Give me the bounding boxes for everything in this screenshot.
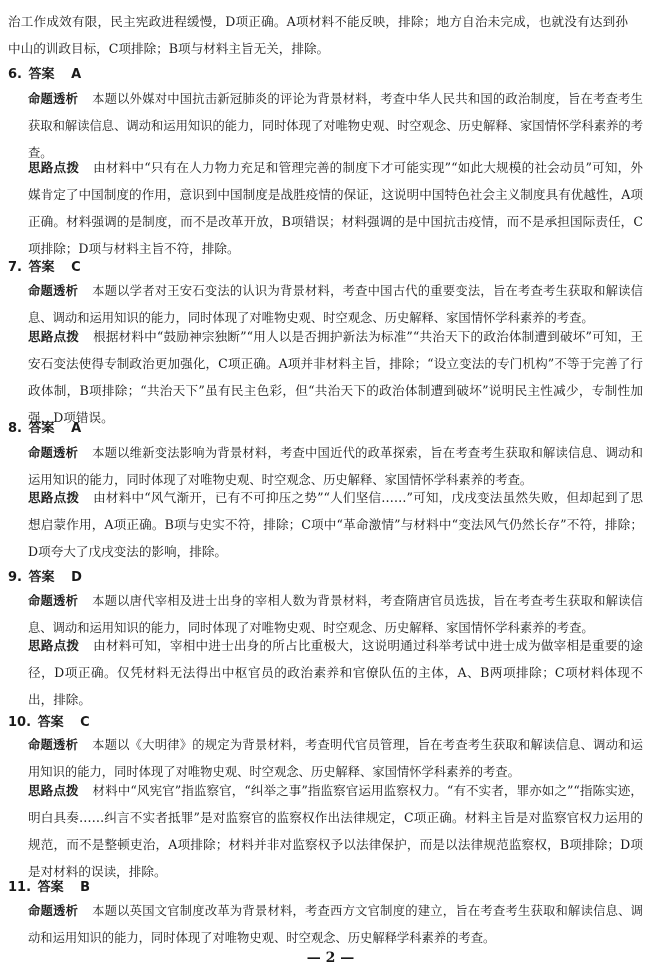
answer-value: C — [71, 260, 81, 275]
answer-value: B — [80, 880, 91, 895]
answer-value: C — [80, 715, 90, 730]
answer-label: 答案 — [28, 570, 55, 585]
question-number: 8. — [8, 421, 22, 436]
question-number: 10. — [8, 715, 32, 730]
question-7-header — [8, 258, 81, 278]
answer-label: 答案 — [37, 715, 64, 730]
analysis-text: 本题以《大明律》的规定为背景材料，考查明代官员管理，旨在考查考生获取和解读信息、调动和运用知识的能力，同时体现了对唯物史观、时空观念、历史解释、家国情怀学科素养的考查。 — [28, 738, 643, 779]
analysis-label: 命题透析 — [28, 92, 79, 106]
question-7-reasoning — [28, 323, 643, 431]
analysis-text: 本题以英国文官制度改革为背景材料，考查西方文官制度的建立，旨在考查考生获取和解读信息、调动和运用知识的能力，同时体现了对唯物史观、时空观念、历史解释学科素养的考查。 — [28, 904, 643, 945]
reasoning-text: 由材料可知，宰相中进士出身的所占比重极大，这说明通过科举考试中进士成为做宰相是重要的途径，D项正确。仅凭材料无法得出中枢官员的政治素养和官僚队伍的主体，A、B两项排除；C项材料体现不出，排除。 — [28, 638, 644, 707]
answer-value: A — [71, 421, 82, 436]
question-10-reasoning — [28, 777, 643, 885]
question-number: 7. — [8, 260, 22, 275]
answer-label: 答案 — [28, 260, 55, 275]
continued-paragraph: 治工作成效有限，民主宪政进程缓慢，D项正确。A项材料不能反映，排除；地方自治未完成，也就没有达到孙中山的训政目标，C项排除；B项与材料主旨无关，排除。 — [8, 14, 628, 56]
reasoning-label: 思路点拨 — [28, 490, 80, 505]
question-9-reasoning — [28, 632, 643, 713]
question-9-header — [8, 568, 82, 588]
question-6-reasoning — [28, 154, 643, 262]
analysis-text: 本题以学者对王安石变法的认识为背景材料，考查中国古代的重要变法，旨在考查考生获取和解读信息、调动和运用知识的能力，同时体现了对唯物史观、时空观念、历史解释、家国情怀学科素养的考查。 — [28, 284, 643, 325]
question-10-header — [8, 713, 90, 733]
question-number: 9. — [8, 570, 22, 585]
analysis-label: 命题透析 — [28, 738, 79, 752]
reasoning-label: 思路点拨 — [28, 160, 80, 175]
analysis-label: 命题透析 — [28, 446, 79, 460]
analysis-label: 命题透析 — [28, 594, 79, 608]
analysis-text: 本题以唐代宰相及进士出身的宰相人数为背景材料，考查隋唐官员选拔，旨在考查考生获取和解读信息、调动和运用知识的能力，同时体现了对唯物史观、时空观念、历史解释、家国情怀学科素养的考查。 — [28, 594, 643, 635]
reasoning-text: 材料中“风宪官”指监察官，“纠举之事”指监察官运用监察权力。“有不实者，罪亦如之”“指陈实迹，明白具奏……纠言不实者抵罪”是对监察官的监察权作出法律规定，C项正确。材料主旨是对监察官权力运用的规范，而不是整顿吏治，A项排除；材料并非对监察权予以法律保护，而是以法律规范监察权，B项排除；D项是对材料的误读，排除。 — [28, 783, 643, 879]
reasoning-text: 由材料中“风气渐开，已有不可抑压之势”“人们坚信……”可知，戊戌变法虽然失败，但却起到了思想启蒙作用，A项正确。B项与史实不符，排除；C项中“革命激情”与材料中“变法风气仍然长存”不符，排除；D项夸大了戊戌变法的影响，排除。 — [28, 490, 643, 559]
reasoning-label: 思路点拨 — [28, 783, 79, 798]
reasoning-label: 思路点拨 — [28, 638, 80, 653]
reasoning-text: 根据材料中“鼓励神宗独断”“用人以是否拥护新法为标准”“共治天下的政治体制遭到破坏”可知，王安石变法使得专制政治更加强化，C项正确。A项并非材料主旨，排除；“设立变法的专门机构”不等于完善了行政体制，B项排除；“共治天下”虽有民主色彩，但“共治天下的政治体制遭到破坏”说明民主性减少，专制性加强，D项错误。 — [28, 329, 643, 425]
answer-value: D — [71, 570, 82, 585]
answer-label: 答案 — [28, 67, 55, 82]
reasoning-text: 由材料中“只有在人力物力充足和管理完善的制度下才可能实现”“如此大规模的社会动员”可知，外媒肯定了中国制度的作用，意识到中国制度是战胜疫情的保证，这说明中国特色社会主义制度具有优越性，A项正确。材料强调的是制度，而不是改革开放，B项错误；材料强调的是中国抗击疫情，而不是承担国际责任，C项排除；D项与材料主旨不符，排除。 — [28, 160, 643, 256]
answer-value: A — [71, 67, 82, 82]
question-6-header — [8, 65, 81, 85]
analysis-text: 本题以维新变法影响为背景材料，考查中国近代的政革探索，旨在考查考生获取和解读信息、调动和运用知识的能力，同时体现了对唯物史观、时空观念、历史解释、家国情怀学科素养的考查。 — [28, 446, 643, 487]
answer-label: 答案 — [28, 421, 55, 436]
page-number: — 2 — — [306, 950, 355, 966]
question-8-header — [8, 419, 81, 439]
analysis-text: 本题以外媒对中国抗击新冠肺炎的评论为背景材料，考查中华人民共和国的政治制度，旨在考查考生获取和解读信息、调动和运用知识的能力，同时体现了对唯物史观、时空观念、历史解释、家国情怀学科素养的考查。 — [28, 92, 643, 160]
reasoning-label: 思路点拨 — [28, 329, 80, 344]
question-number: 6. — [8, 67, 22, 82]
answer-label: 答案 — [37, 880, 64, 895]
question-11-analysis — [28, 898, 643, 952]
question-number: 11. — [8, 880, 32, 895]
question-11-header — [8, 878, 90, 898]
analysis-label: 命题透析 — [28, 284, 79, 298]
analysis-label: 命题透析 — [28, 904, 79, 918]
question-8-reasoning — [28, 484, 643, 565]
